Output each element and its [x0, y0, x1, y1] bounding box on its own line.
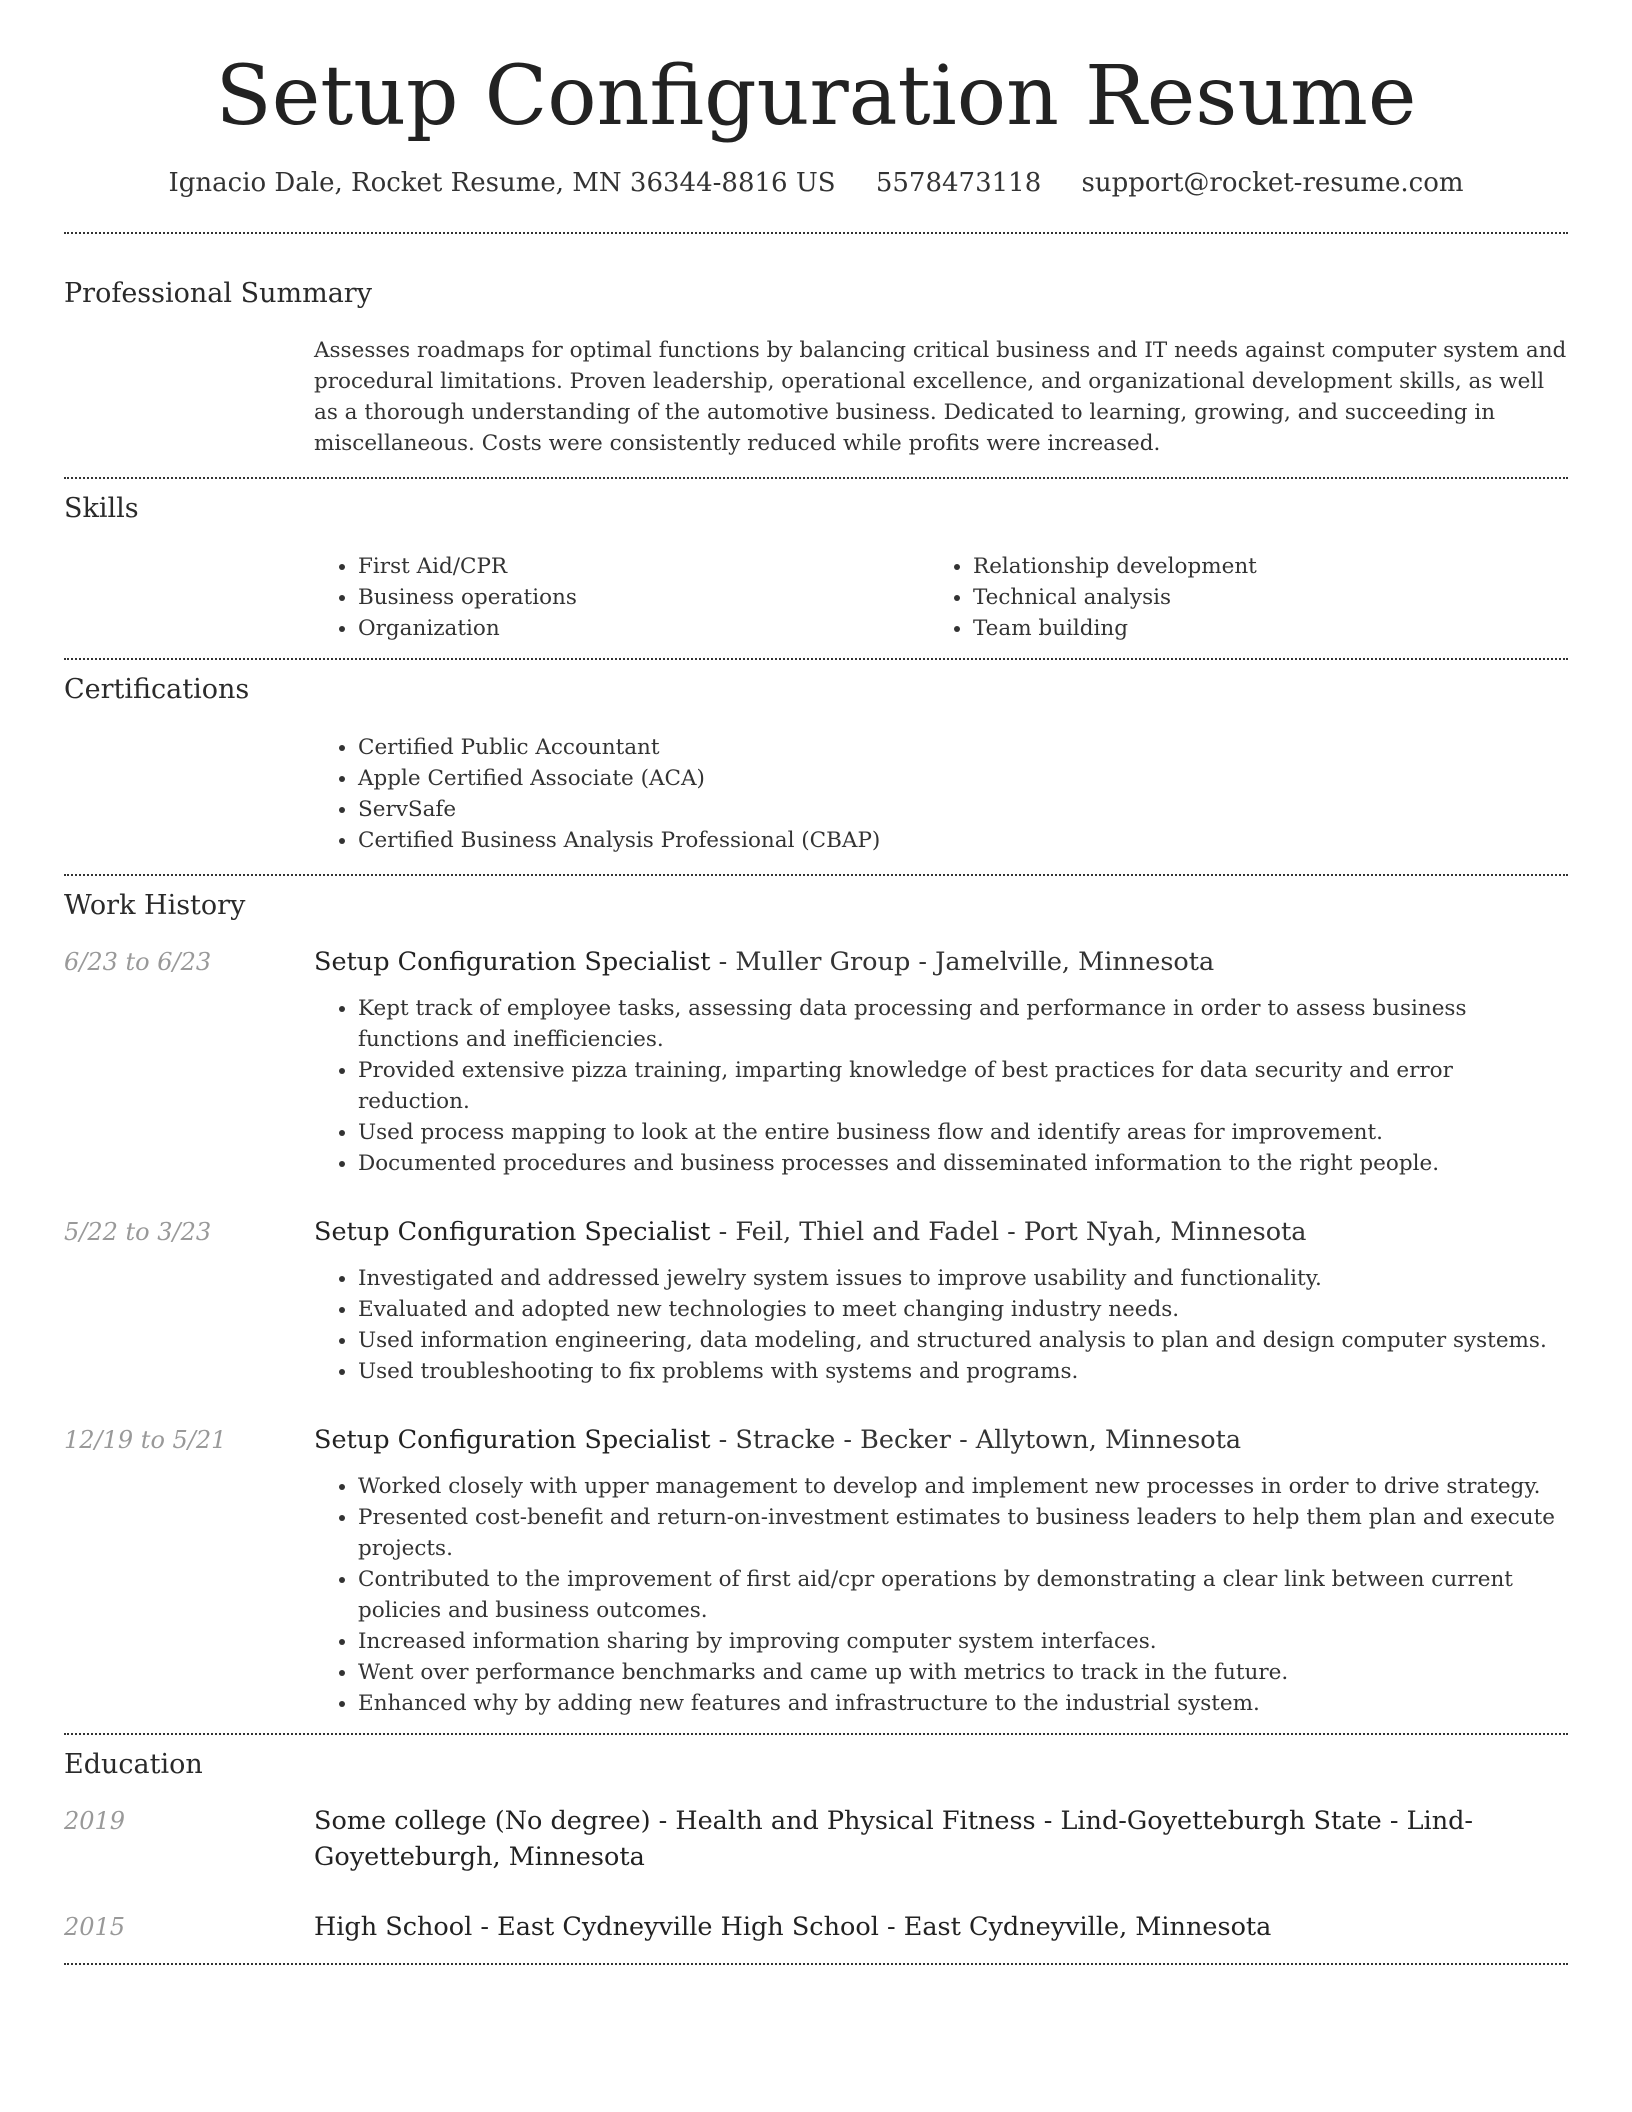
summary-heading: Professional Summary — [64, 278, 372, 310]
job-bullet: • Used process mapping to look at the entire business flow and identify areas for improvement. — [358, 1117, 1568, 1148]
job-bullet: • Used information engineering, data modeling, and structured analysis to plan and design computer systems. — [358, 1325, 1568, 1356]
summary-section — [64, 234, 1568, 458]
education-details: - East Cydneyville High School - East Cydneyville, Minnesota — [472, 1912, 1272, 1943]
job-bullets — [314, 993, 1568, 1179]
skills-list-right — [929, 551, 1544, 644]
job-bullet: • Worked closely with upper management to develop and implement new processes in order to drive strategy. — [358, 1471, 1568, 1502]
skills-list-left — [314, 551, 929, 644]
education-entry — [64, 1803, 1568, 1875]
education-degree: High School — [314, 1912, 473, 1943]
education-details: - Lind-Goyetteburgh State - Lind-Goyetteburgh, Minnesota — [314, 1806, 1474, 1873]
education-body — [314, 1803, 1568, 1875]
job-title: Setup Configuration Specialist — [314, 1216, 711, 1247]
job-details: - Stracke - Becker - Allytown, Minnesota — [710, 1424, 1242, 1455]
job-bullet: • Increased information sharing by improving computer system interfaces. — [358, 1626, 1568, 1657]
summary-text: Assesses roadmaps for optimal functions by balancing critical business and IT needs against computer system and procedural limitations. Proven leadership, operational excellence, and organizational development skills, as well as a thorough understanding of the automotive business. Dedicated to learning, growing, and succeeding in miscellaneous. Costs were consistently reduced while profits were increased. — [314, 337, 1567, 456]
job-details: - Muller Group - Jamelville, Minnesota — [710, 946, 1215, 977]
job-bullet: • Documented procedures and business processes and disseminated information to the right people. — [358, 1148, 1568, 1179]
contact-line — [64, 168, 1568, 198]
job-entry — [64, 1215, 1568, 1387]
certification-item: • Certified Business Analysis Professional (CBAP) — [358, 825, 1568, 856]
education-heading: Education — [64, 1748, 203, 1780]
certifications-heading: Certifications — [64, 673, 250, 705]
job-body — [314, 1215, 1568, 1387]
skill-item: • Business operations — [358, 582, 929, 613]
job-bullet: • Kept track of employee tasks, assessing data processing and performance in order to assess business functions and inefficiencies. — [358, 993, 1568, 1055]
job-body — [314, 1423, 1568, 1719]
job-dates: 5/22 to 3/23 — [64, 1217, 212, 1246]
job-bullet: • Provided extensive pizza training, imparting knowledge of best practices for data security and error reduction. — [358, 1055, 1568, 1117]
skills-section — [64, 479, 1568, 644]
job-title: Setup Configuration Specialist — [314, 1424, 711, 1455]
skills-columns — [314, 551, 1568, 644]
contact-phone: 5578473118 — [875, 168, 1042, 199]
job-bullet: • Presented cost-benefit and return-on-investment estimates to business leaders to help them plan and execute projects. — [358, 1502, 1568, 1564]
skills-heading: Skills — [64, 492, 139, 524]
certifications-section — [64, 660, 1568, 856]
contact-address: Ignacio Dale, Rocket Resume, MN 36344-8816 US — [168, 168, 836, 199]
certification-item: • Apple Certified Associate (ACA) — [358, 763, 1568, 794]
job-details: - Feil, Thiel and Fadel - Port Nyah, Minnesota — [710, 1216, 1307, 1247]
education-section — [64, 1735, 1568, 1963]
job-bullet: • Used troubleshooting to fix problems with systems and programs. — [358, 1356, 1568, 1387]
job-entry — [64, 945, 1568, 1179]
job-bullet: • Went over performance benchmarks and came up with metrics to track in the future. — [358, 1657, 1568, 1688]
work-history-heading: Work History — [64, 890, 246, 922]
divider — [64, 1963, 1568, 1965]
job-bullet: • Enhanced why by adding new features and infrastructure to the industrial system. — [358, 1688, 1568, 1719]
education-body — [314, 1909, 1568, 1945]
job-heading — [314, 945, 1568, 979]
skill-item: • Technical analysis — [973, 582, 1544, 613]
job-bullets — [314, 1263, 1568, 1387]
job-title: Setup Configuration Specialist — [314, 946, 711, 977]
certification-item: • ServSafe — [358, 794, 1568, 825]
job-heading — [314, 1423, 1568, 1457]
job-bullet: • Investigated and addressed jewelry system issues to improve usability and functionality. — [358, 1263, 1568, 1294]
job-bullet: • Contributed to the improvement of first aid/cpr operations by demonstrating a clear link between current policies and business outcomes. — [358, 1564, 1568, 1626]
skill-item: • Relationship development — [973, 551, 1544, 582]
resume-title: Setup Configuration Resume — [215, 49, 1417, 144]
job-entry — [64, 1423, 1568, 1719]
education-entry — [64, 1909, 1568, 1945]
certification-item: • Certified Public Accountant — [358, 732, 1568, 763]
job-bullets — [314, 1471, 1568, 1719]
certifications-list — [314, 732, 1568, 856]
education-year: 2015 — [64, 1913, 126, 1942]
job-heading — [314, 1215, 1568, 1249]
job-bullet: • Evaluated and adopted new technologies to meet changing industry needs. — [358, 1294, 1568, 1325]
job-body — [314, 945, 1568, 1179]
skill-item: • First Aid/CPR — [358, 551, 929, 582]
skill-item: • Organization — [358, 613, 929, 644]
contact-email: support@rocket-resume.com — [1081, 168, 1464, 199]
education-year: 2019 — [64, 1807, 126, 1836]
job-dates: 12/19 to 5/21 — [64, 1425, 227, 1454]
education-degree: Some college (No degree) - Health and Physical Fitness — [314, 1806, 1036, 1837]
work-history-section — [64, 876, 1568, 1732]
skill-item: • Team building — [973, 613, 1544, 644]
job-dates: 6/23 to 6/23 — [64, 947, 212, 976]
